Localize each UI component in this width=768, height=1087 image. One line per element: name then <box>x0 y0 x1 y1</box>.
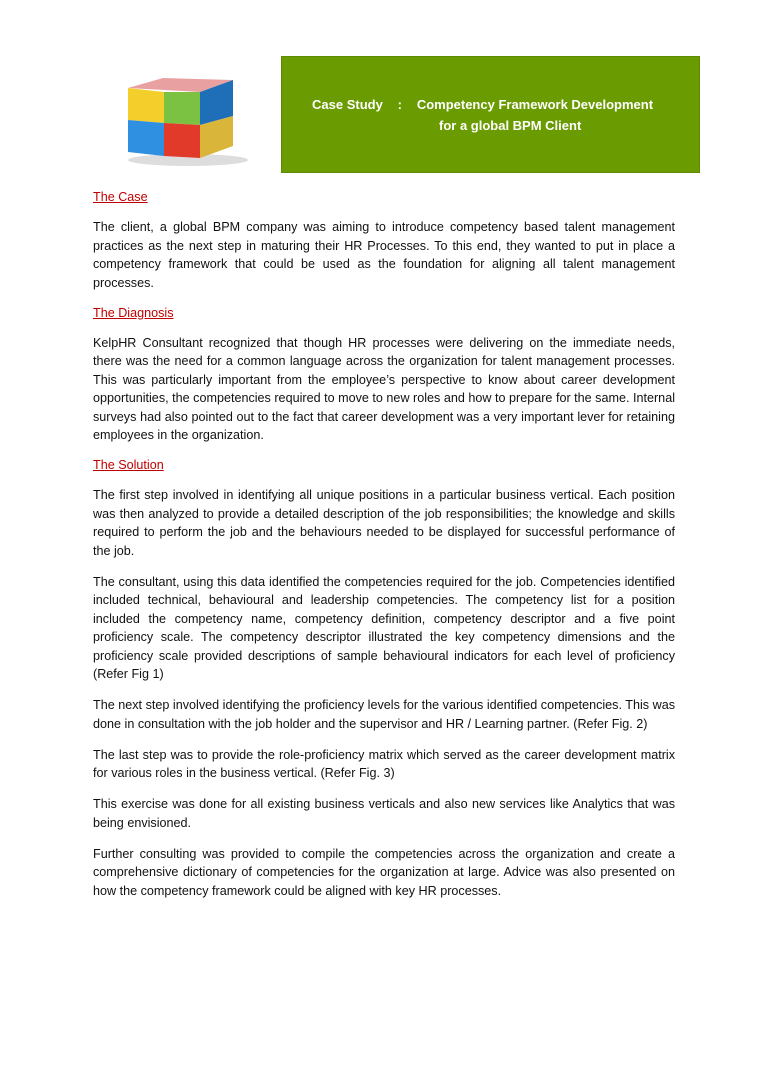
heading-the-solution: The Solution <box>93 458 164 472</box>
paragraph: The consultant, using this data identified the competencies required for the job. Competencies identified included technical, behavioural and leadership competencies. The competency list for a position included the competency name, competency definition, competency descriptor and a five point proficiency scale. The competency descriptor illustrated the key competency dimensions and the proficiency scale provided descriptions of sample behavioural indicators for each level of proficiency (Refer Fig 1) <box>93 574 675 681</box>
paragraph: The client, a global BPM company was aiming to introduce competency based talent management practices as the next step in maturing their HR Processes. To this end, they wanted to put in place a competency framework that could be used as the foundation for aligning all talent management processes. <box>93 220 675 290</box>
paragraph: KelpHR Consultant recognized that though HR processes were delivering on the immediate needs, there was the need for a common language across the organization for talent management processes. This was particularly important from the employee’s perspective to know about career development opportunities, the competencies required to move to new roles and how to prepare for the same. Internal surveys had also pointed out to the fact that career development was a very important lever for retaining employees in the organization. <box>93 335 675 442</box>
document-body <box>93 189 675 913</box>
case-study-label: Case Study <box>312 97 383 112</box>
title-line-1: Competency Framework Development <box>416 97 654 112</box>
title-banner <box>281 56 700 173</box>
paragraph: Further consulting was provided to compile the competencies across the organization and create a comprehensive dictionary of competencies for the organization at large. Advice was also presented on how the competency framework could be aligned with key HR processes. <box>93 846 675 898</box>
paragraph: The next step involved identifying the proficiency levels for the various identified competencies. This was done in consultation with the job holder and the supervisor and HR / Learning partner. (Refer Fig. 2) <box>93 698 675 731</box>
paragraph: This exercise was done for all existing business verticals and also new services like Analytics that was being envisioned. <box>93 797 675 830</box>
paragraph: The last step was to provide the role-proficiency matrix which served as the career development matrix for various roles in the business vertical. (Refer Fig. 3) <box>93 747 675 780</box>
paragraph: The first step involved in identifying all unique positions in a particular business vertical. Each position was then analyzed to provide a detailed description of the job responsibilities; the knowledge and skills required to perform the job and the behaviours needed to be displayed for successful performance of the job. <box>93 488 675 558</box>
separator: : <box>397 97 402 112</box>
heading-the-case: The Case <box>93 190 148 204</box>
puzzle-cube-logo <box>118 68 268 168</box>
heading-the-diagnosis: The Diagnosis <box>93 305 174 320</box>
title-line-2: for a global BPM Client <box>439 118 582 133</box>
